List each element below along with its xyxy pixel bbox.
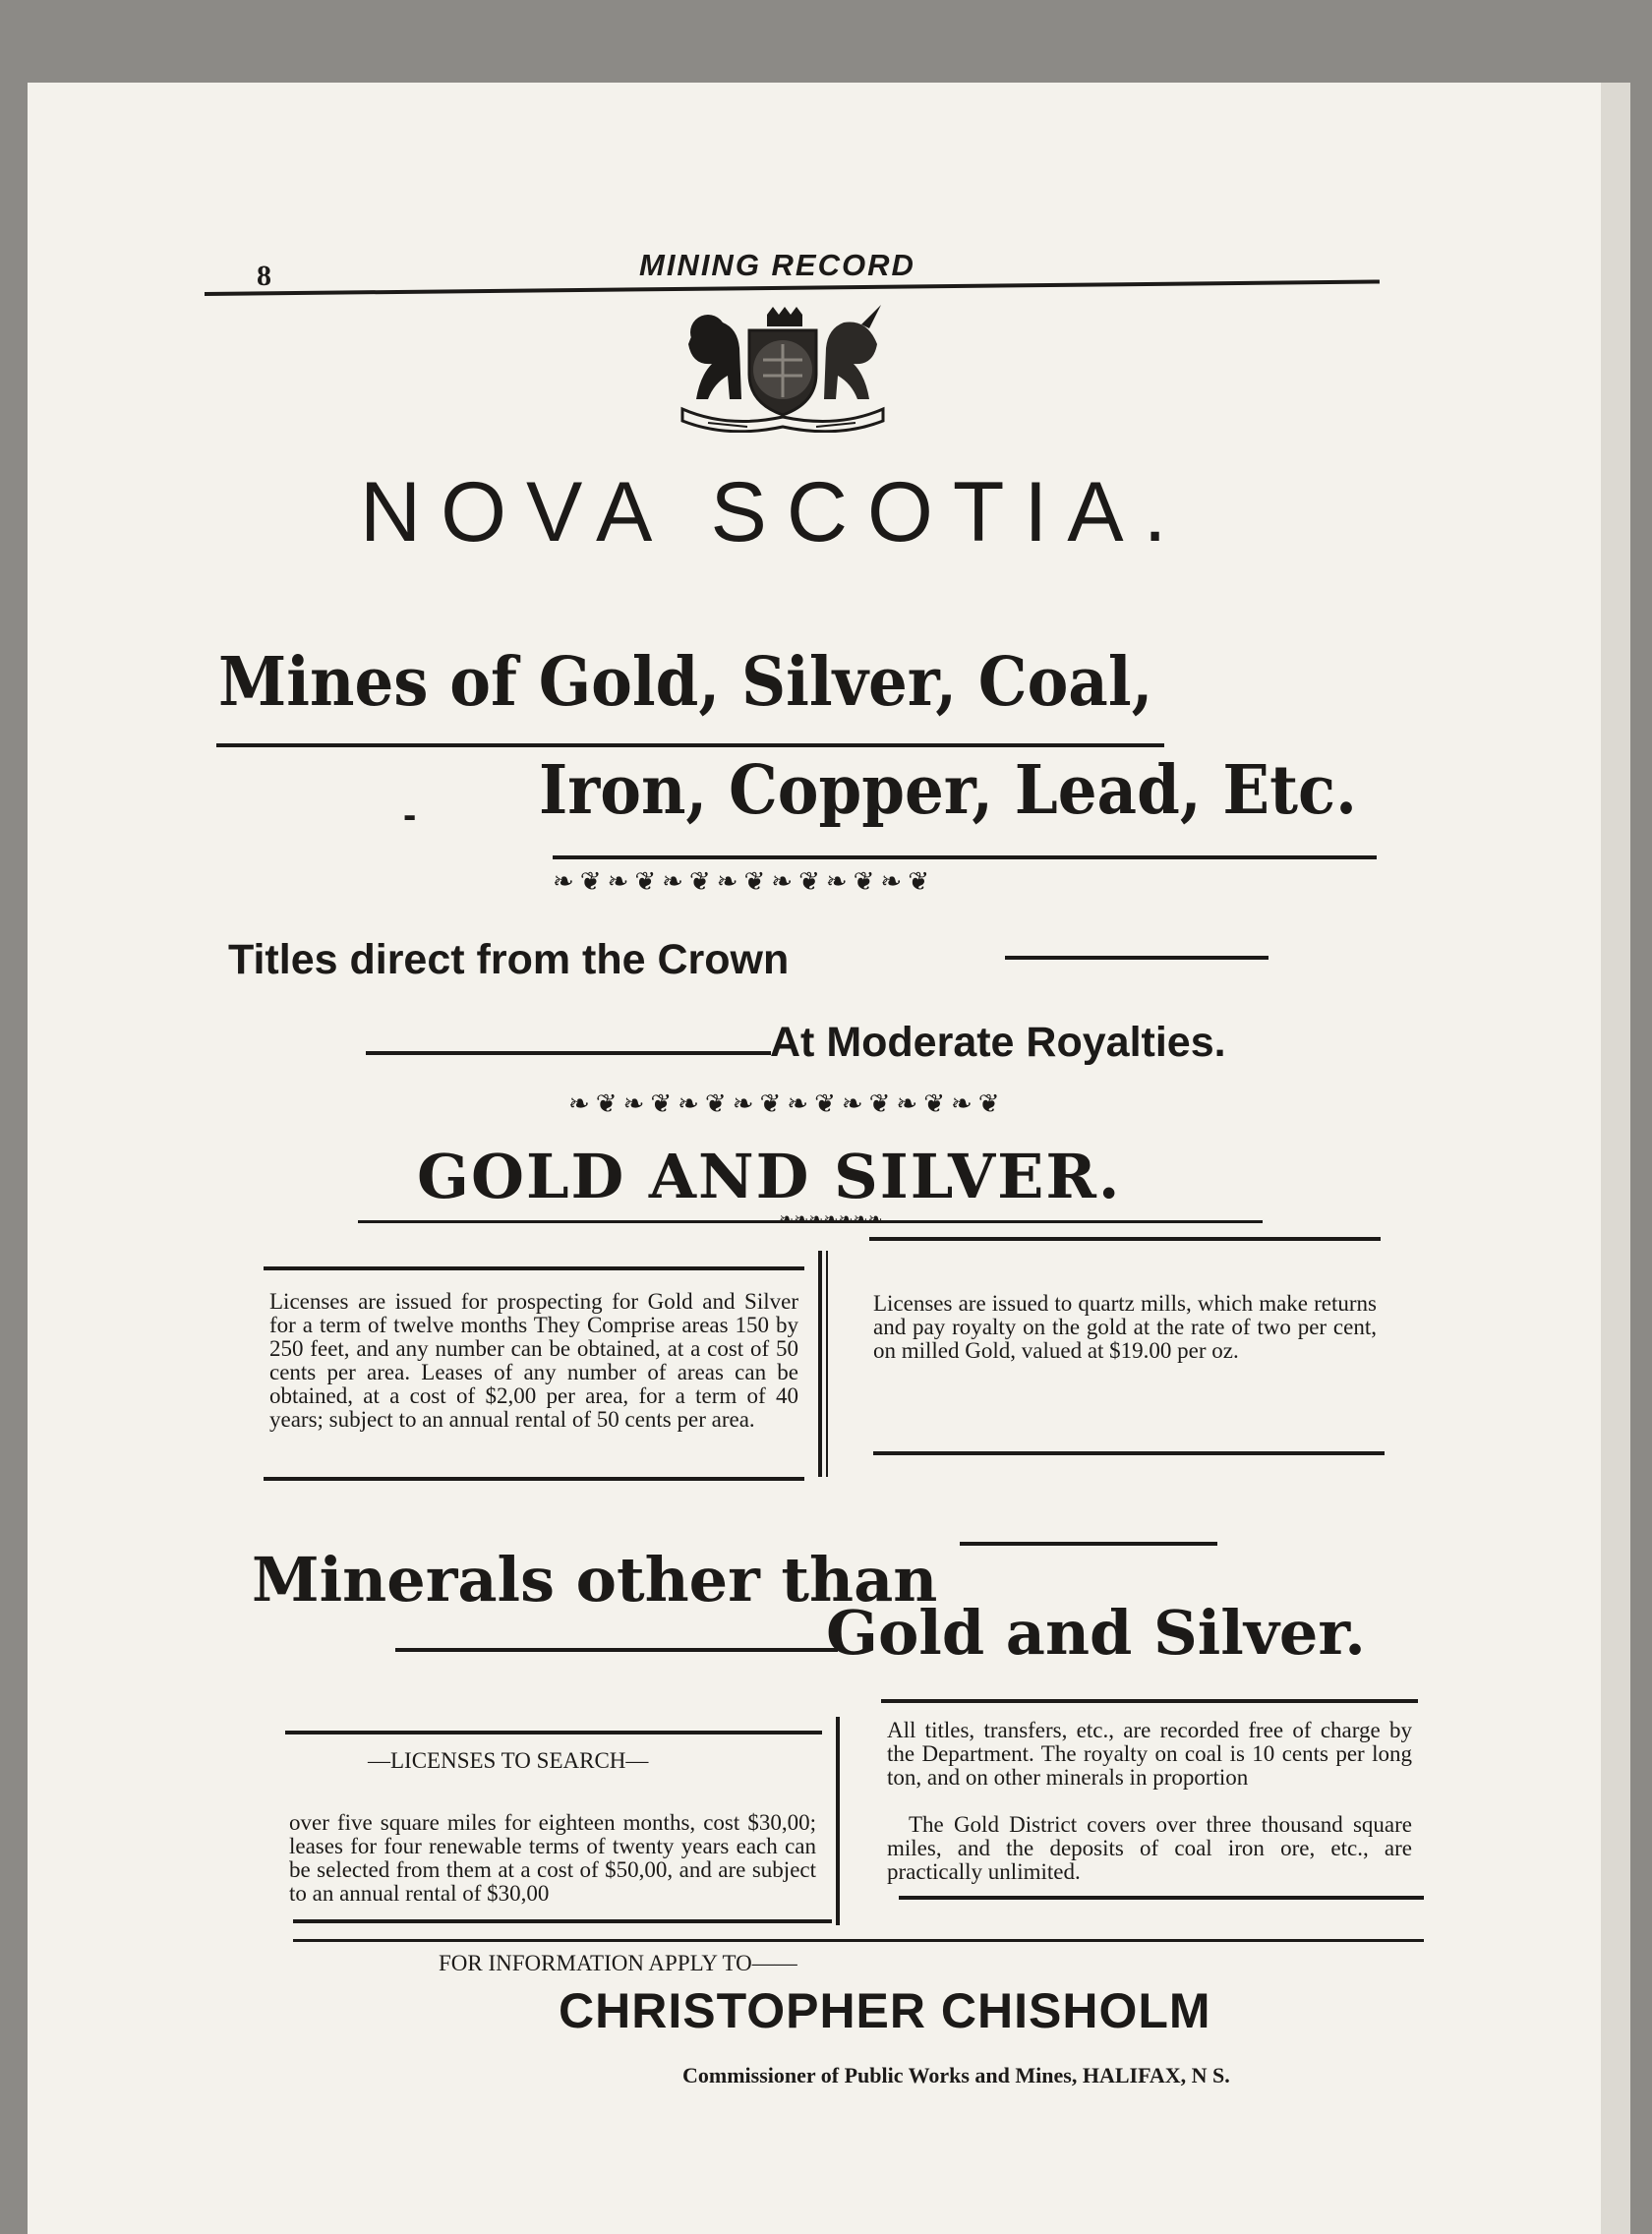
- gs-right-top-rule: [869, 1237, 1381, 1241]
- ornament-divider-2: ❧❦❧❦❧❦❧❦❧❦❧❦❧❦❧❦: [568, 1089, 1006, 1118]
- minerals-heading-line-2: Gold and Silver.: [826, 1597, 1366, 1669]
- bottom-full-rule: [293, 1939, 1424, 1942]
- crest: [669, 305, 897, 433]
- gs-right-bottom-rule: [873, 1451, 1385, 1455]
- min-left-subheading: —LICENSES TO SEARCH—: [368, 1748, 649, 1773]
- gs-column-divider: [818, 1251, 822, 1477]
- gs-right-text: Licenses are issued to quartz mills, which make returns and pay royalty on the gold at the rate of two per cent, on milled Gold, valued at $19.00 per oz.: [873, 1291, 1377, 1363]
- document-page: [28, 83, 1630, 2234]
- minerals-rule-2: [395, 1648, 838, 1652]
- min-right-text-2: The Gold District covers over three thousand square miles, and the deposits of coal iron ore, etc., are practically unlimited.: [887, 1812, 1412, 1884]
- min-right-text-1: All titles, transfers, etc., are recorded free of charge by the Department. The royalty on coal is 10 cents per long ton, and on other minerals in proportion: [887, 1718, 1412, 1790]
- minerals-heading-line-1: Minerals other than: [252, 1544, 938, 1616]
- gold-silver-small-ornament: —❧❧❧❧❧❧❧—: [761, 1209, 901, 1229]
- gs-column-divider-2: [826, 1251, 828, 1477]
- headline-dash: -: [403, 794, 417, 837]
- min-column-divider: [836, 1717, 840, 1925]
- contact-name: CHRISTOPHER CHISHOLM: [559, 1983, 1211, 2038]
- min-left-bottom-rule: [293, 1919, 832, 1923]
- apply-line: FOR INFORMATION APPLY TO——: [439, 1951, 797, 1975]
- min-right-bottom-rule: [899, 1896, 1424, 1900]
- page-edge: [1601, 83, 1630, 2234]
- contact-title: Commissioner of Public Works and Mines, HALIFAX, N S.: [682, 2063, 1230, 2087]
- ornament-divider-1: ❧❦❧❦❧❦❧❦❧❦❧❦❧❦: [553, 867, 935, 896]
- gold-silver-heading: GOLD AND SILVER.: [417, 1141, 1122, 1212]
- min-right-top-rule: [881, 1699, 1418, 1703]
- running-title: MINING RECORD: [639, 248, 915, 282]
- titles-line-1: Titles direct from the Crown: [228, 936, 790, 983]
- min-left-text: over five square miles for eighteen months, cost $30,00; leases for four renewable terms of twenty years each can be selected from them at a cost of $50,00, and are subject to an annual rental of $30,00: [289, 1810, 816, 1906]
- gs-left-bottom-rule: [264, 1477, 804, 1481]
- gs-left-text: Licenses are issued for prospecting for Gold and Silver for a term of twelve months They Comprise areas 150 by 250 feet, and any number can be obtained, at a cost of 50 cents per area. Leases of any number of areas can be obtained, at a cost of $2,00 per area, for a term of 40 years; subject to an annual rental of 50 cents per area.: [269, 1289, 798, 1432]
- headline-rule-2: [553, 855, 1377, 859]
- min-left-top-rule: [285, 1731, 822, 1734]
- gs-left-top-rule: [264, 1266, 804, 1270]
- minerals-rule-1: [960, 1542, 1217, 1546]
- titles-rule-2: [366, 1051, 771, 1055]
- headline-line-2: Iron, Copper, Lead, Etc.: [539, 751, 1357, 830]
- page-number: 8: [257, 260, 271, 292]
- royal-coat-of-arms-icon: [669, 305, 897, 433]
- headline-line-1: Mines of Gold, Silver, Coal,: [218, 643, 1153, 722]
- place-heading: NOVA SCOTIA.: [360, 465, 1187, 559]
- titles-rule-1: [1005, 956, 1268, 960]
- titles-line-2: At Moderate Royalties.: [770, 1019, 1226, 1066]
- headline-rule-1: [216, 743, 1164, 747]
